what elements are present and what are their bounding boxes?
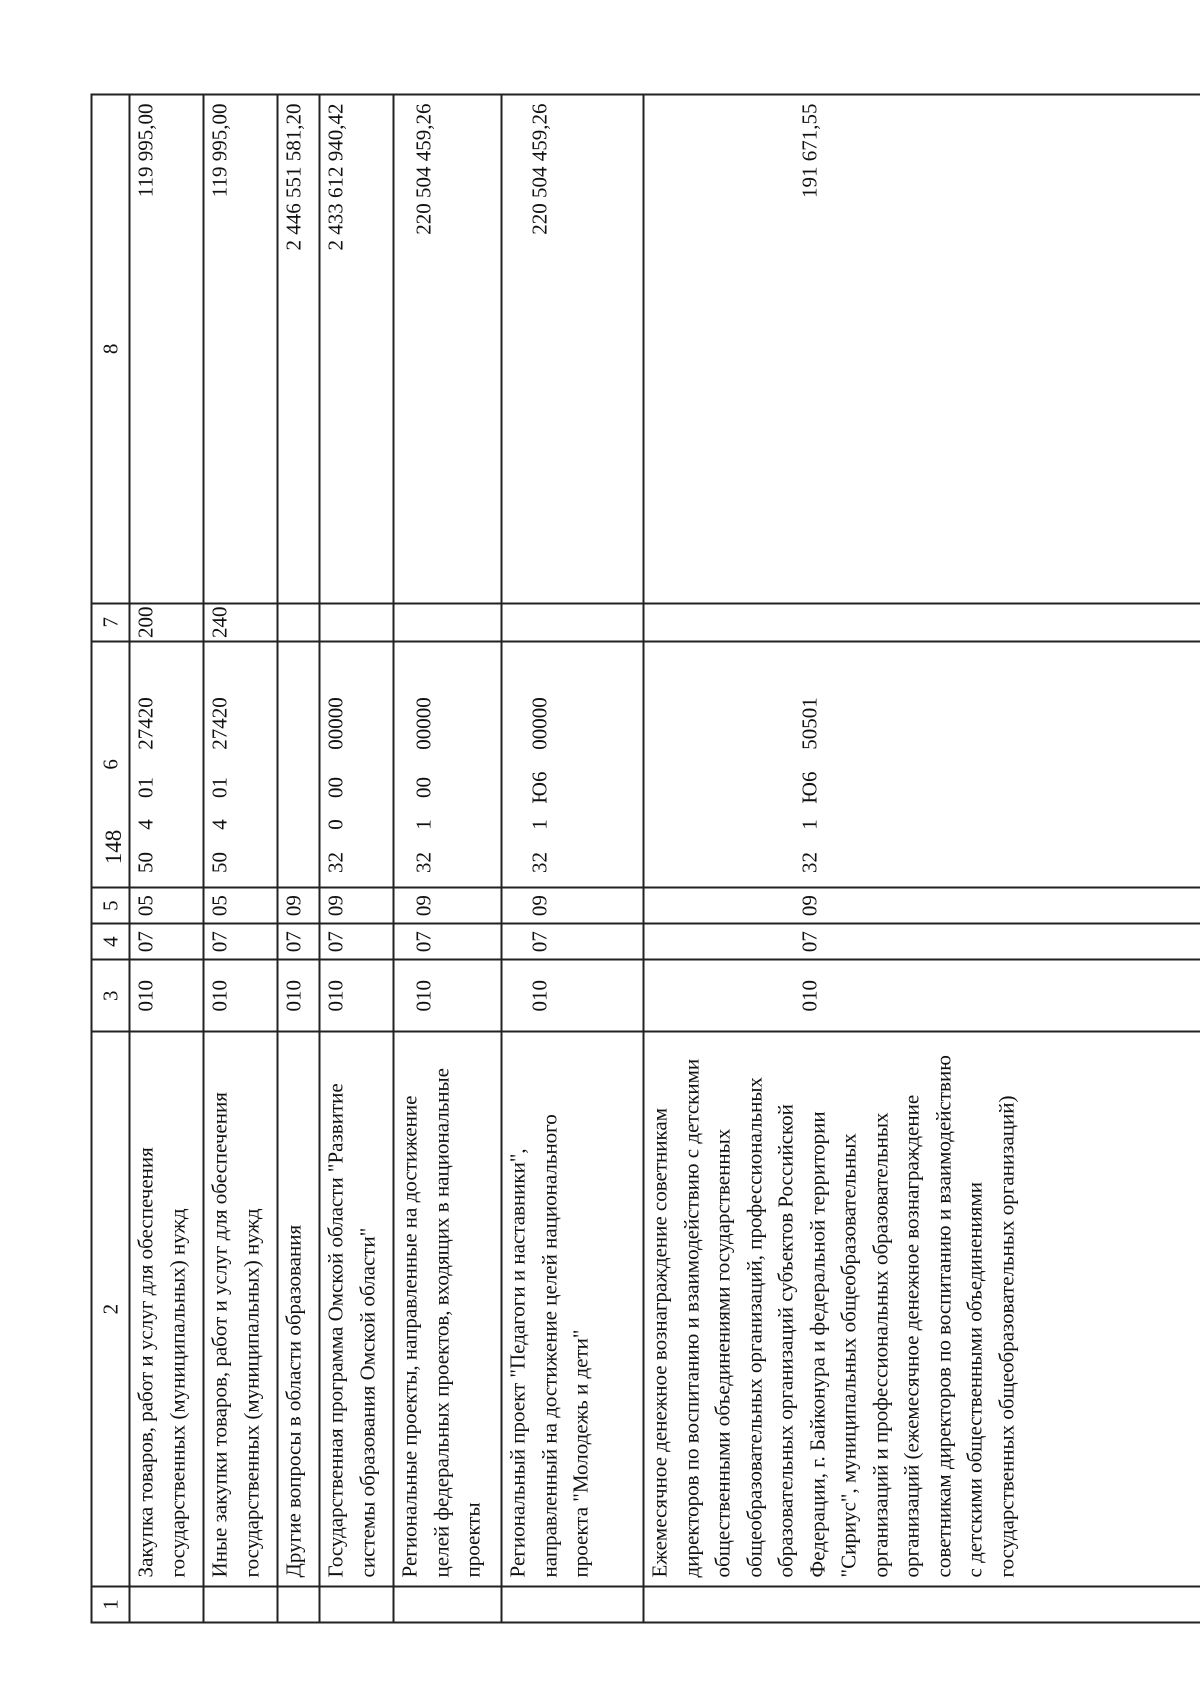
column-header: 1 xyxy=(92,1586,130,1622)
expense-type-cell xyxy=(320,603,394,641)
description-cell: Закупка товаров, работ и услуг для обеспечения государственных (муниципальных) нужд xyxy=(130,1031,204,1586)
description-cell: Другие вопросы в области образования xyxy=(278,1031,320,1586)
target-article-cell xyxy=(394,641,502,887)
code-cell: 010 xyxy=(394,959,502,1031)
program-code: 50 xyxy=(207,851,232,873)
event-code: 00 xyxy=(411,776,436,798)
column-header: 3 xyxy=(92,959,130,1031)
table-row xyxy=(278,94,320,1622)
expense-type-cell xyxy=(394,603,502,641)
amount-cell: 220 504 459,26 xyxy=(502,94,644,603)
code-cell: 010 xyxy=(130,959,204,1031)
description-cell: Государственная программа Омской области "Развитие системы образования Омской области" xyxy=(320,1031,394,1586)
row-number-cell xyxy=(204,1586,278,1622)
subprogram-code: 4 xyxy=(133,818,158,830)
target-article-cell xyxy=(130,641,204,887)
code-cell: 010 xyxy=(204,959,278,1031)
code-cell: 010 xyxy=(320,959,394,1031)
event-code: 00 xyxy=(323,776,348,798)
subprogram-code: 1 xyxy=(797,818,822,830)
section-cell: 07 xyxy=(320,923,394,959)
column-header: 2 xyxy=(92,1031,130,1586)
description-cell: Иные закупки товаров, работ и услуг для обеспечения государственных (муниципальных) нужд xyxy=(204,1031,278,1586)
table-row xyxy=(130,94,204,1622)
section-cell: 07 xyxy=(130,923,204,959)
description-cell: Региональный проект "Педагоги и наставники", направленный на достижение целей национального проекта "Молодежь и дети" xyxy=(502,1031,644,1586)
target-article-cell xyxy=(204,641,278,887)
direction-code: 00000 xyxy=(411,696,436,750)
subsection-cell: 09 xyxy=(278,887,320,923)
subprogram-code: 0 xyxy=(323,818,348,830)
description-cell: Ежемесячное денежное вознаграждение советникам директоров по воспитанию и взаимодействию с детскими общественными объединениями государственных общеобразовательных организаций, профессиональных образовательных организаций субъектов Российской Федерации, г. Байконура и федеральной территории "Сириус", муниципальных общеобразовательных организаций и профессиональных образовательных организаций (ежемесячное денежное вознаграждение советникам директоров по воспитанию и взаимодействию с детскими общественными объединениями государственных общеобразовательных организаций) xyxy=(644,1031,1200,1586)
target-article-cell xyxy=(644,641,1200,887)
row-number-cell xyxy=(502,1586,644,1622)
table-row xyxy=(644,94,1200,1622)
target-article-cell xyxy=(278,641,320,887)
expense-type-cell: 200 xyxy=(130,603,204,641)
column-header: 6 xyxy=(92,641,130,887)
amount-cell: 2 433 612 940,42 xyxy=(320,94,394,603)
subprogram-code: 1 xyxy=(411,818,436,830)
column-header: 5 xyxy=(92,887,130,923)
table-row xyxy=(320,94,394,1622)
page-number: 148 xyxy=(101,829,126,865)
subsection-cell: 05 xyxy=(204,887,278,923)
direction-code: 27420 xyxy=(207,696,232,750)
target-article-cell xyxy=(502,641,644,887)
expense-type-cell: 240 xyxy=(204,603,278,641)
table-row xyxy=(394,94,502,1622)
subprogram-code: 1 xyxy=(527,818,552,830)
event-code: 01 xyxy=(133,776,158,798)
subsection-cell: 09 xyxy=(394,887,502,923)
target-article-cell xyxy=(320,641,394,887)
section-cell: 07 xyxy=(502,923,644,959)
row-number-cell xyxy=(320,1586,394,1622)
rotated-table-wrapper xyxy=(91,93,1064,1623)
amount-cell: 119 995,00 xyxy=(204,94,278,603)
program-code: 32 xyxy=(411,851,436,873)
expense-type-cell xyxy=(502,603,644,641)
amount-cell: 119 995,00 xyxy=(130,94,204,603)
program-code: 50 xyxy=(133,851,158,873)
section-cell: 07 xyxy=(644,923,1200,959)
column-header: 7 xyxy=(92,603,130,641)
section-cell: 07 xyxy=(394,923,502,959)
subsection-cell: 09 xyxy=(502,887,644,923)
expense-type-cell xyxy=(278,603,320,641)
expense-type-cell xyxy=(644,603,1200,641)
section-cell: 07 xyxy=(204,923,278,959)
event-code: Ю6 xyxy=(527,771,552,804)
column-header: 4 xyxy=(92,923,130,959)
subsection-cell: 09 xyxy=(320,887,394,923)
subsection-cell: 09 xyxy=(644,887,1200,923)
program-code: 32 xyxy=(323,851,348,873)
table-row xyxy=(502,94,644,1622)
direction-code: 50501 xyxy=(797,696,822,750)
row-number-cell xyxy=(130,1586,204,1622)
event-code: Ю6 xyxy=(797,771,822,804)
code-cell: 010 xyxy=(644,959,1200,1031)
section-cell: 07 xyxy=(278,923,320,959)
amount-cell: 2 446 551 581,20 xyxy=(278,94,320,603)
column-header-row xyxy=(92,94,130,1622)
subprogram-code: 4 xyxy=(207,818,232,830)
column-header: 8 xyxy=(92,94,130,603)
amount-cell: 220 504 459,26 xyxy=(394,94,502,603)
program-code: 32 xyxy=(797,851,822,873)
row-number-cell xyxy=(278,1586,320,1622)
budget-table xyxy=(91,93,1200,1623)
code-cell: 010 xyxy=(502,959,644,1031)
event-code: 01 xyxy=(207,776,232,798)
description-cell: Региональные проекты, направленные на достижение целей федеральных проектов, входящих в национальные проекты xyxy=(394,1031,502,1586)
subsection-cell: 05 xyxy=(130,887,204,923)
direction-code: 00000 xyxy=(323,696,348,750)
table-row xyxy=(204,94,278,1622)
amount-cell: 191 671,55 xyxy=(644,94,1200,603)
row-number-cell xyxy=(644,1586,1200,1622)
direction-code: 00000 xyxy=(527,696,552,750)
program-code: 32 xyxy=(527,851,552,873)
code-cell: 010 xyxy=(278,959,320,1031)
row-number-cell xyxy=(394,1586,502,1622)
direction-code: 27420 xyxy=(133,696,158,750)
